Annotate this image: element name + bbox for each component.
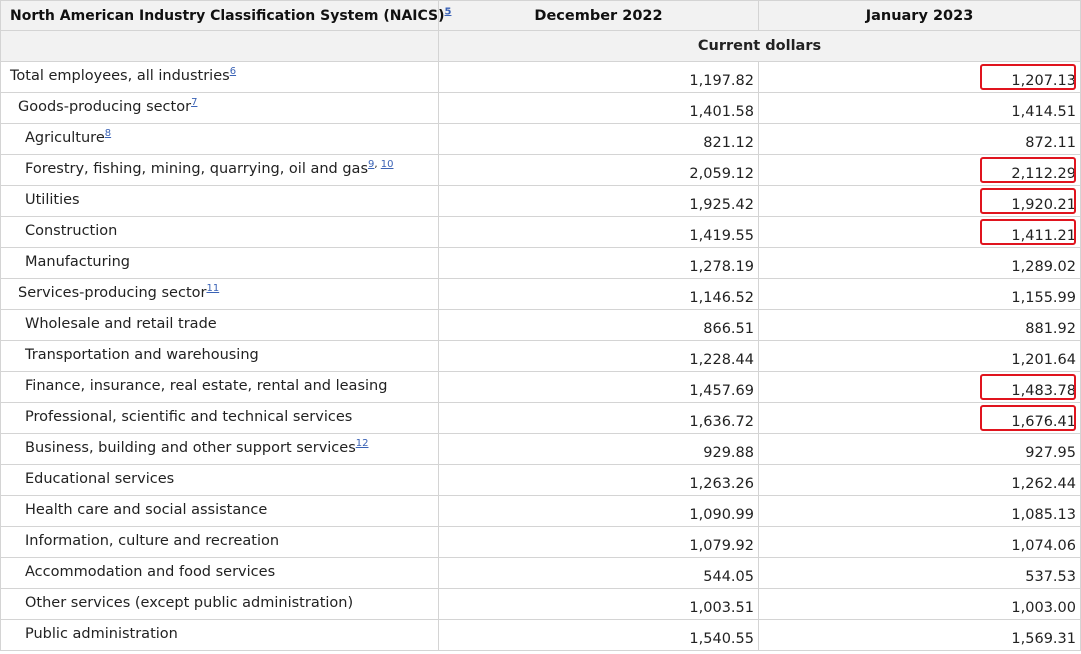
table-row	[1, 589, 1081, 620]
value-january-2023	[759, 93, 1081, 124]
header-row	[1, 1, 1081, 31]
industry-label: Construction	[25, 223, 118, 239]
value-january-2023	[759, 124, 1081, 155]
value-december-2022: 1,419.55	[439, 217, 759, 248]
value-january-2023	[759, 558, 1081, 589]
industry-name	[1, 527, 439, 558]
value-label: 1,414.51	[1011, 104, 1076, 120]
value-label: 1,289.02	[1011, 259, 1076, 275]
value-december-2022: 1,925.42	[439, 186, 759, 217]
industry-name	[1, 93, 439, 124]
industry-label: Agriculture	[25, 130, 105, 146]
value-december-2022: 1,003.51	[439, 589, 759, 620]
table-row	[1, 341, 1081, 372]
value-label: 1,262.44	[1011, 476, 1076, 492]
value-january-2023	[759, 310, 1081, 341]
industry-label: Information, culture and recreation	[25, 533, 280, 549]
value-label: 1,074.06	[1011, 538, 1076, 554]
table-row	[1, 496, 1081, 527]
footnote-link[interactable]: 7	[191, 97, 198, 109]
value-label: 1,201.64	[1011, 352, 1076, 368]
industry-name	[1, 589, 439, 620]
value-label: 1,411.21	[1011, 228, 1076, 244]
value-december-2022: 1,228.44	[439, 341, 759, 372]
industry-name	[1, 341, 439, 372]
stub-header-label: North American Industry Classification System (NAICS)	[10, 7, 445, 24]
industry-name	[1, 124, 439, 155]
value-label: 1,085.13	[1011, 507, 1076, 523]
column-header-december-2022: December 2022	[439, 1, 759, 31]
industry-name	[1, 310, 439, 341]
table-row	[1, 248, 1081, 279]
table-row	[1, 558, 1081, 589]
value-january-2023	[759, 248, 1081, 279]
industry-label: Forestry, fishing, mining, quarrying, oil and gas	[25, 161, 369, 177]
industry-name	[1, 279, 439, 310]
value-january-2023	[759, 62, 1081, 93]
industry-label: Utilities	[25, 192, 80, 208]
footnote-link[interactable]: 5	[444, 5, 452, 17]
industry-label: Goods-producing sector	[18, 99, 192, 115]
footnote-link[interactable]: 11	[206, 283, 220, 295]
industry-name	[1, 372, 439, 403]
industry-name	[1, 620, 439, 651]
industry-name	[1, 558, 439, 589]
value-january-2023	[759, 279, 1081, 310]
table-row	[1, 372, 1081, 403]
value-december-2022: 1,278.19	[439, 248, 759, 279]
table-row	[1, 93, 1081, 124]
industry-name	[1, 62, 439, 93]
industry-name	[1, 248, 439, 279]
footnote-link[interactable]: 8	[104, 128, 112, 140]
value-label: 1,483.78	[1011, 383, 1076, 399]
table-row	[1, 62, 1081, 93]
value-december-2022: 821.12	[439, 124, 759, 155]
industry-name	[1, 465, 439, 496]
value-label: 1,155.99	[1011, 290, 1076, 306]
value-label: 872.11	[1025, 135, 1076, 151]
subheader-empty	[1, 31, 439, 62]
industry-label: Wholesale and retail trade	[25, 316, 217, 332]
value-january-2023	[759, 341, 1081, 372]
table-row	[1, 403, 1081, 434]
footnote-link[interactable]: 9	[368, 159, 375, 171]
industry-label: Public administration	[25, 626, 178, 642]
value-label: 927.95	[1025, 445, 1076, 461]
value-january-2023	[759, 620, 1081, 651]
subheader-row	[1, 31, 1081, 62]
value-january-2023	[759, 465, 1081, 496]
units-label: Current dollars	[439, 31, 1081, 62]
value-december-2022: 1,263.26	[439, 465, 759, 496]
industry-label: Finance, insurance, real estate, rental and leasing	[25, 378, 388, 394]
industry-label: Business, building and other support services	[25, 440, 356, 456]
industry-name	[1, 434, 439, 465]
table-row	[1, 155, 1081, 186]
industry-label: Professional, scientific and technical services	[25, 409, 353, 425]
footnote-link[interactable]: 12	[355, 438, 369, 450]
value-label: 1,003.00	[1011, 600, 1076, 616]
value-december-2022: 1,090.99	[439, 496, 759, 527]
industry-name	[1, 217, 439, 248]
value-january-2023	[759, 496, 1081, 527]
footnote-link[interactable]: 6	[229, 66, 237, 78]
value-january-2023	[759, 372, 1081, 403]
value-label: 1,676.41	[1011, 414, 1076, 430]
stub-header	[1, 1, 452, 31]
value-december-2022: 1,540.55	[439, 620, 759, 651]
value-december-2022: 866.51	[439, 310, 759, 341]
table-row	[1, 124, 1081, 155]
value-january-2023	[759, 434, 1081, 465]
column-header-january-2023: January 2023	[759, 1, 1081, 31]
value-label: 2,112.29	[1011, 166, 1076, 182]
value-january-2023	[759, 403, 1081, 434]
industry-label: Transportation and warehousing	[25, 347, 259, 363]
industry-name	[1, 496, 439, 527]
value-january-2023	[759, 589, 1081, 620]
value-january-2023	[759, 155, 1081, 186]
value-december-2022: 2,059.12	[439, 155, 759, 186]
table-row	[1, 310, 1081, 341]
value-label: 1,569.31	[1011, 631, 1076, 647]
industry-name	[1, 403, 439, 434]
value-label: 537.53	[1025, 569, 1076, 585]
industry-label: Other services (except public administration)	[25, 595, 354, 611]
industry-name	[1, 186, 439, 217]
value-label: 1,207.13	[1011, 73, 1076, 89]
industry-label: Total employees, all industries	[10, 68, 230, 84]
value-january-2023	[759, 186, 1081, 217]
industry-label: Educational services	[25, 471, 175, 487]
value-january-2023	[759, 527, 1081, 558]
value-label: 1,920.21	[1011, 197, 1076, 213]
value-december-2022: 1,636.72	[439, 403, 759, 434]
table-row	[1, 527, 1081, 558]
value-december-2022: 1,079.92	[439, 527, 759, 558]
value-label: 881.92	[1025, 321, 1076, 337]
table-row	[1, 465, 1081, 496]
value-december-2022: 929.88	[439, 434, 759, 465]
table-row	[1, 279, 1081, 310]
industry-label: Manufacturing	[25, 254, 130, 270]
table-row	[1, 434, 1081, 465]
value-december-2022: 1,401.58	[439, 93, 759, 124]
industry-label: Health care and social assistance	[25, 502, 268, 518]
industry-label: Services-producing sector	[18, 285, 207, 301]
value-december-2022: 1,197.82	[439, 62, 759, 93]
industry-name: Forestry, fishing, mining, quarrying, oil and gas$^{9, 10}$	[1, 155, 439, 186]
table-row	[1, 620, 1081, 651]
industry-label: Accommodation and food services	[25, 564, 276, 580]
table-row	[1, 186, 1081, 217]
footnote-link[interactable]: 10	[380, 159, 394, 171]
table-row	[1, 217, 1081, 248]
value-december-2022: 1,146.52	[439, 279, 759, 310]
value-december-2022: 1,457.69	[439, 372, 759, 403]
value-january-2023	[759, 217, 1081, 248]
value-december-2022: 544.05	[439, 558, 759, 589]
